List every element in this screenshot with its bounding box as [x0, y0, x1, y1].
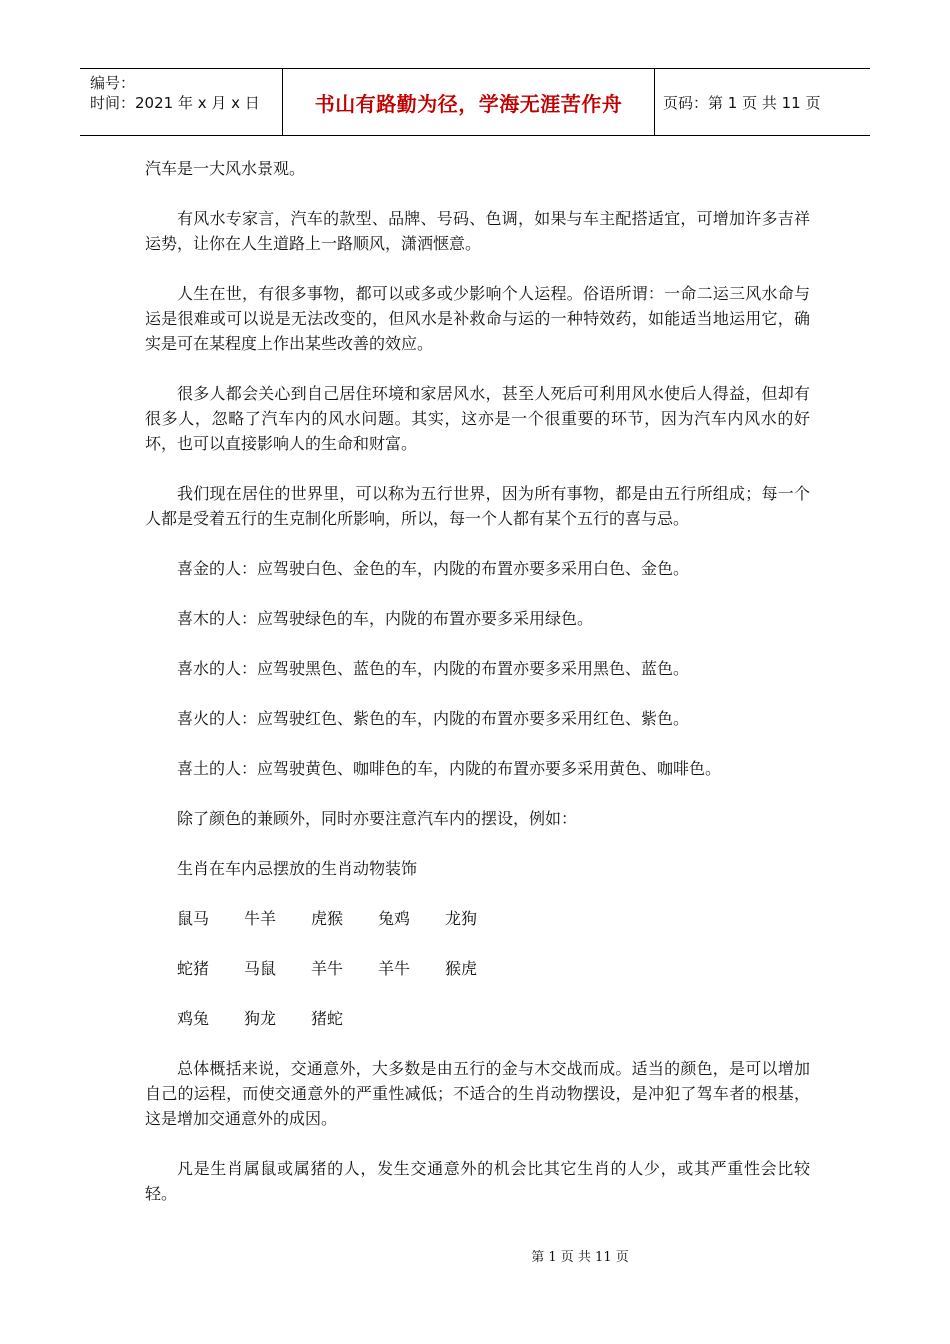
- zodiac-pair: 鸡兔: [177, 1009, 210, 1028]
- paragraph: 生肖在车内忌摆放的生肖动物装饰: [177, 859, 418, 878]
- document-number-label: 编号：: [90, 74, 136, 92]
- paragraph: 喜木的人：应驾驶绿色的车，内陇的布置亦要多采用绿色。: [177, 609, 594, 628]
- zodiac-row: [177, 956, 810, 981]
- header-motto-cell: [282, 69, 655, 135]
- header-page-info: 页码：第 1 页 共 11 页: [663, 93, 821, 112]
- zodiac-pair: 羊牛: [378, 959, 411, 978]
- zodiac-pair: 马鼠: [244, 959, 277, 978]
- paragraph: 喜土的人：应驾驶黄色、咖啡色的车，内陇的布置亦要多采用黄色、咖啡色。: [177, 759, 722, 778]
- paragraph: 有风水专家言，汽车的款型、品牌、号码、色调，如果与车主配搭适宜，可增加许多吉祥运势，让你在人生道路上一路顺风，潇洒惬意。: [145, 209, 810, 253]
- document-date: 时间：2021 年 x 月 x 日: [90, 94, 260, 112]
- paragraph: 凡是生肖属鼠或属猪的人，发生交通意外的机会比其它生肖的人少，或其严重性会比较轻。: [145, 1159, 810, 1203]
- zodiac-pair: 虎猴: [311, 909, 344, 928]
- paragraph: 喜金的人：应驾驶白色、金色的车，内陇的布置亦要多采用白色、金色。: [177, 559, 690, 578]
- paragraph: 汽车是一大风水景观。: [145, 159, 306, 178]
- zodiac-row: [177, 906, 810, 931]
- zodiac-pair: 猴虎: [445, 959, 478, 978]
- header-page-cell: [655, 69, 870, 135]
- zodiac-pair: 蛇猪: [177, 959, 210, 978]
- zodiac-row: [177, 1006, 810, 1031]
- paragraph: 除了颜色的兼顾外，同时亦要注意汽车内的摆设，例如：: [177, 809, 578, 828]
- paragraph: 人生在世，有很多事物，都可以或多或少影响个人运程。俗语所谓：一命二运三风水命与运是很难或可以说是无法改变的，但风水是补救命与运的一种特效药，如能适当地运用它，确实是可在某程度上作出某些改善的效应。: [145, 284, 810, 353]
- zodiac-pair: 羊牛: [311, 959, 344, 978]
- zodiac-pair: 兔鸡: [378, 909, 411, 928]
- paragraph: 很多人都会关心到自己居住环境和家居风水，甚至人死后可利用风水使后人得益，但却有很多人，忽略了汽车内的风水问题。其实，这亦是一个很重要的环节，因为汽车内风水的好坏，也可以直接影响人的生命和财富。: [145, 384, 810, 453]
- zodiac-pair: 鼠马: [177, 909, 210, 928]
- page-header: [80, 68, 870, 136]
- page-footer: [0, 1246, 950, 1265]
- paragraph: 我们现在居住的世界里，可以称为五行世界，因为所有事物，都是由五行所组成；每一个人都是受着五行的生克制化所影响，所以，每一个人都有某个五行的喜与忌。: [145, 484, 810, 528]
- zodiac-pair: 牛羊: [244, 909, 277, 928]
- zodiac-pair: 狗龙: [244, 1009, 277, 1028]
- paragraph: 总体概括来说，交通意外，大多数是由五行的金与木交战而成。适当的颜色，是可以增加自己的运程，而使交通意外的严重性减低；不适合的生肖动物摆设，是冲犯了驾车者的根基，这是增加交通意外的成因。: [145, 1059, 810, 1128]
- header-motto: 书山有路勤为径，学海无涯苦作舟: [314, 91, 623, 116]
- header-meta: [80, 69, 282, 135]
- paragraph: 喜火的人：应驾驶红色、紫色的车，内陇的布置亦要多采用红色、紫色。: [177, 709, 690, 728]
- footer-page-number: 第 1 页 共 11 页: [531, 1250, 629, 1265]
- paragraph: 喜水的人：应驾驶黑色、蓝色的车，内陇的布置亦要多采用黑色、蓝色。: [177, 659, 690, 678]
- zodiac-pair: 猪蛇: [311, 1009, 344, 1028]
- document-body: [145, 156, 810, 1231]
- zodiac-pair: 龙狗: [445, 909, 478, 928]
